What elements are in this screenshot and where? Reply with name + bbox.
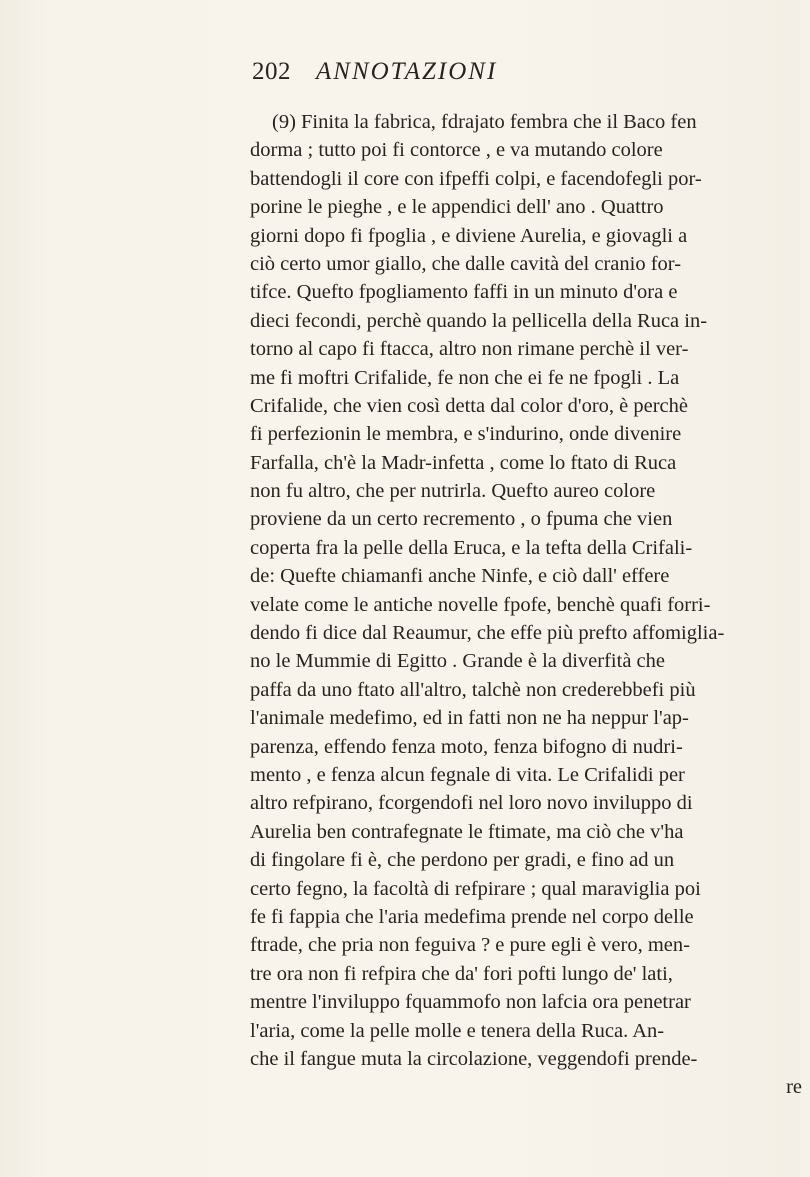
text-line: fi perfezionin le membra, e s'indurino, onde divenire: [250, 423, 682, 446]
text-line: fe fi fappia che l'aria medefima prende nel corpo delle: [250, 905, 694, 928]
text-line: Farfalla, ch'è la Madr-infetta , come lo ftato di Ruca: [250, 451, 677, 474]
text-line: che il fangue muta la circolazione, veggendofi prende-: [250, 1047, 698, 1070]
text-line: velate come le antiche novelle fpofe, benchè quafi forri-: [250, 593, 711, 616]
text-line: Aurelia ben contrafegnate le ftimate, ma ciò che v'ha: [250, 820, 684, 843]
text-line: paffa da uno ftato all'altro, talchè non crederebbefi più: [250, 678, 696, 701]
text-line: dorma ; tutto poi fi contorce , e va mutando colore: [250, 139, 663, 162]
text-line: Crifalide, che vien così detta dal color d'oro, è perchè: [250, 394, 688, 417]
text-line: torno al capo fi ftacca, altro non rimane perchè il ver-: [250, 338, 689, 361]
text-line: mento , e fenza alcun fegnale di vita. Le Crifalidi per: [250, 763, 685, 786]
catchword: re: [786, 1076, 802, 1099]
text-line: certo fegno, la facoltà di refpirare ; qual maraviglia poi: [250, 877, 701, 900]
text-line: tifce. Quefto fpogliamento faffi in un minuto d'ora e: [250, 281, 678, 304]
text-line: tre ora non fi refpira che da' fori pofti lungo de' lati,: [250, 962, 673, 985]
annotation-text: [250, 108, 810, 1102]
text-line: ciò certo umor giallo, che dalle cavità del cranio for-: [250, 252, 682, 275]
text-line: battendogli il core con ifpeffi colpi, e facendofegli por-: [250, 167, 702, 190]
page-header: [0, 58, 800, 98]
page-number: 202: [252, 58, 291, 85]
text-line: me fi moftri Crifalide, fe non che ei fe ne fpogli . La: [250, 366, 680, 389]
text-line: di fingolare fi è, che perdono per gradi, e fino ad un: [250, 849, 675, 872]
text-line: altro refpirano, fcorgendofi nel loro novo inviluppo di: [250, 792, 693, 815]
text-line: giorni dopo fi fpoglia , e diviene Aurelia, e giovagli a: [250, 224, 688, 247]
text-line: no le Mummie di Egitto . Grande è la diverfità che: [250, 650, 665, 673]
text-line: dieci fecondi, perchè quando la pellicella della Ruca in-: [250, 309, 708, 332]
text-line: proviene da un certo recremento , o fpuma che vien: [250, 508, 673, 531]
text-line: coperta fra la pelle della Eruca, e la tefta della Crifali-: [250, 536, 693, 559]
text-line: mentre l'inviluppo fquammofo non lafcia ora penetrar: [250, 991, 691, 1014]
text-line: non fu altro, che per nutrirla. Quefto aureo colore: [250, 480, 656, 503]
text-line: (9) Finita la fabrica, fdrajato fembra che il Baco fen: [272, 111, 697, 133]
text-line: parenza, effendo fenza moto, fenza bifogno di nudri-: [250, 735, 683, 758]
text-line: l'aria, come la pelle molle e tenera della Ruca. An-: [250, 1019, 665, 1042]
text-line: ftrade, che pria non feguiva ? e pure egli è vero, men-: [250, 934, 690, 957]
text-line: de: Quefte chiamanfi anche Ninfe, e ciò dall' effere: [250, 565, 670, 588]
text-line: dendo fi dice dal Reaumur, che effe più prefto affomiglia-: [250, 622, 725, 645]
text-line: porine le pieghe , e le appendici dell' ano . Quattro: [250, 196, 664, 219]
running-head: ANNOTAZIONI: [316, 58, 498, 85]
text-line: l'animale medefimo, ed in fatti non ne ha neppur l'ap-: [250, 707, 689, 730]
